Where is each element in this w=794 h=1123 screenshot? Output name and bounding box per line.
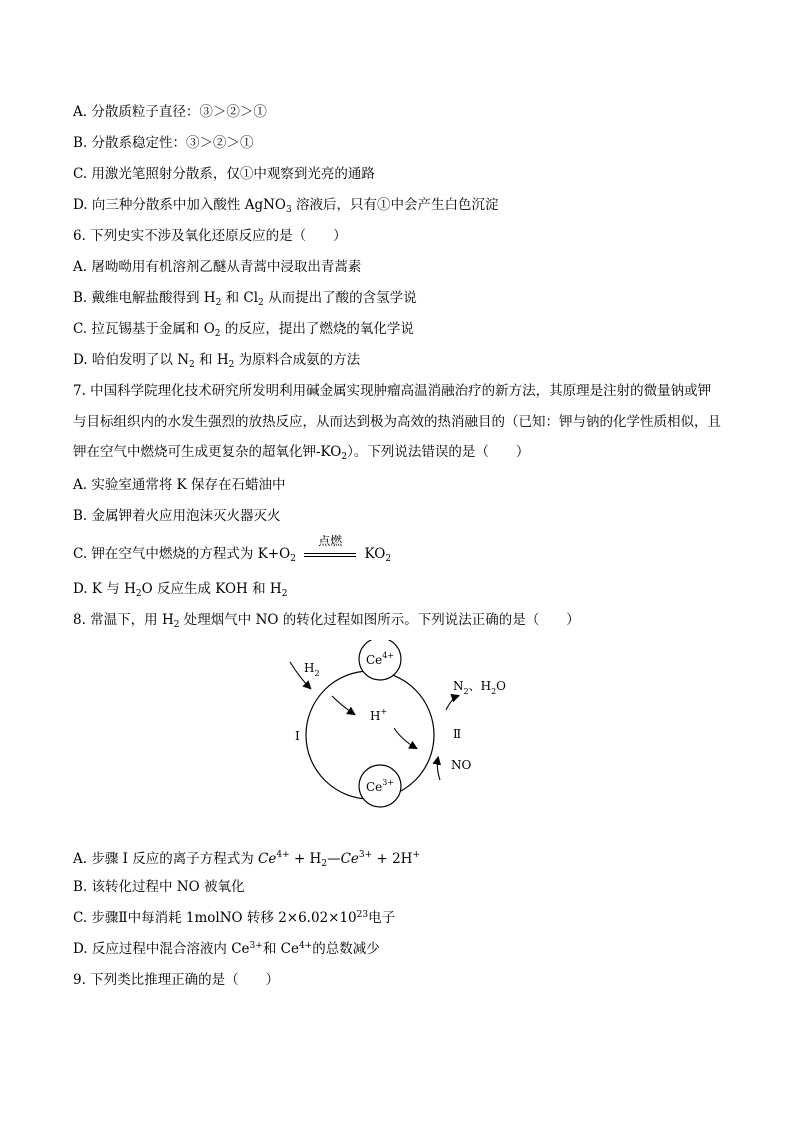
text: 8. 常温下，用 H	[73, 612, 174, 628]
text: C. 步骤Ⅱ中每消耗 1molNO 转移 2×6.02×10	[73, 910, 357, 926]
condition-label: 点燃	[318, 534, 343, 548]
text: 从而提出了酸的含氢学说	[263, 290, 417, 306]
text: 7. 中国科学院理化技术研究所发明利用碱金属实现肿瘤高温消融治疗的新方法，其原理是注射的微量钠或钾与目标组织内的水发生强烈的放热反应，从而达到极为高效的热消融目的（已知：钾与钠的化学性质相似，且钾在空气中燃烧可生成更复杂的超氧化钾-KO	[73, 383, 721, 460]
text: C. 钾在空气中燃烧的方程式为 K+O	[73, 546, 291, 562]
ce-cycle-diagram	[270, 640, 530, 820]
text: 处理烟气中 NO 的转化过程如图所示。下列说法正确的是（ ）	[179, 612, 580, 628]
eq-line	[304, 553, 356, 554]
text: KO	[364, 546, 386, 562]
subscript: 2	[290, 554, 296, 564]
text: 为原料合成氨的方法	[234, 352, 361, 368]
q5-option-a: A. 分散质粒子直径：③＞②＞①	[73, 104, 267, 120]
text: 的反应，提出了燃烧的氧化学说	[220, 321, 414, 337]
inner-arrow-2	[394, 728, 416, 748]
subscript: 2	[214, 329, 221, 339]
text: ）。下列说法错误的是（ ）	[347, 444, 530, 460]
q9-stem: 9. 下列类比推理正确的是（ ）	[73, 972, 280, 988]
text: O 反应生成 KOH 和 H	[141, 581, 282, 597]
q6-option-c	[73, 320, 414, 338]
subscript: 2	[135, 589, 142, 599]
text: B. 戴维电解盐酸得到 H	[73, 290, 216, 306]
q8-option-d	[73, 940, 380, 958]
text: D. 哈伯发明了以 N	[73, 352, 190, 368]
q5-option-d	[73, 196, 499, 214]
products-label: $N_2$、$H_2O$	[453, 679, 506, 696]
q6-option-d	[73, 351, 360, 369]
reaction-condition-arrow	[304, 534, 356, 562]
q8-option-b: B. 该转化过程中 NO 被氧化	[73, 879, 245, 895]
q5-option-c: C. 用激光笔照射分散系，仅①中观察到光亮的通路	[73, 166, 375, 182]
text: 和 H	[194, 352, 229, 368]
q8-stem	[73, 611, 580, 629]
q5-option-b: B. 分散系稳定性：③＞②＞①	[73, 135, 254, 151]
subscript: 2	[385, 554, 392, 564]
subscript: 2	[215, 298, 222, 308]
inner-arrow-1	[332, 696, 354, 714]
subscript: 2	[281, 589, 288, 599]
text: A. 步骤 I 反应的离子方程式为	[73, 851, 254, 867]
q7-stem	[73, 376, 723, 468]
subscript: 2	[258, 298, 264, 308]
ce4-label: $Ce^{4+}$	[366, 651, 395, 667]
ce3-label: $Ce^{3+}$	[366, 778, 395, 794]
text: 和 Ce	[262, 941, 299, 957]
eq-line	[304, 556, 356, 557]
q6-option-b	[73, 289, 417, 307]
step2-label: Ⅱ	[453, 727, 462, 741]
q8-option-c	[73, 909, 395, 927]
step1-label: I	[295, 729, 300, 743]
q7-option-a: A. 实验室通常将 K 保存在石蜡油中	[73, 477, 286, 493]
subscript: 2	[228, 360, 235, 370]
subscript: 2	[341, 452, 348, 462]
subscript: 2	[189, 360, 195, 370]
superscript: 4+	[298, 941, 313, 951]
products-arrow	[446, 696, 458, 710]
superscript: 23	[356, 910, 369, 920]
text: D. 反应过程中混合溶液内 Ce	[73, 941, 250, 957]
q7-option-c	[73, 534, 392, 564]
subscript: 3	[286, 205, 292, 215]
q6-option-a: A. 屠呦呦用有机溶剂乙醚从青蒿中浸取出青蒿素	[73, 259, 362, 275]
no-arrow	[437, 758, 440, 780]
q6-stem: 6. 下列史实不涉及氧化还原反应的是（ ）	[73, 228, 347, 244]
h2-label: $H_2$	[304, 661, 320, 678]
ionic-equation: $Ce^{4+}$ + $H_2—Ce^{3+} + 2H^+$	[258, 850, 420, 869]
text: C. 拉瓦锡基于金属和 O	[73, 321, 215, 337]
text: 的总数减少	[312, 941, 380, 957]
q8-option-a	[73, 846, 420, 873]
text: 和 Cl	[221, 290, 259, 306]
superscript: 3+	[249, 941, 263, 951]
q7-option-d	[73, 580, 287, 598]
subscript: 2	[173, 620, 180, 630]
q7-option-b: B. 金属钾着火应用泡沫灭火器灭火	[73, 508, 281, 524]
text: 溶液后，只有①中会产生白色沉淀	[291, 197, 499, 213]
text: 电子	[368, 910, 396, 926]
text: D. K 与 H	[73, 581, 136, 597]
hplus-label: H+	[370, 707, 388, 723]
no-label: NO	[451, 758, 472, 772]
text: D. 向三种分散系中加入酸性 AgNO	[73, 197, 286, 213]
